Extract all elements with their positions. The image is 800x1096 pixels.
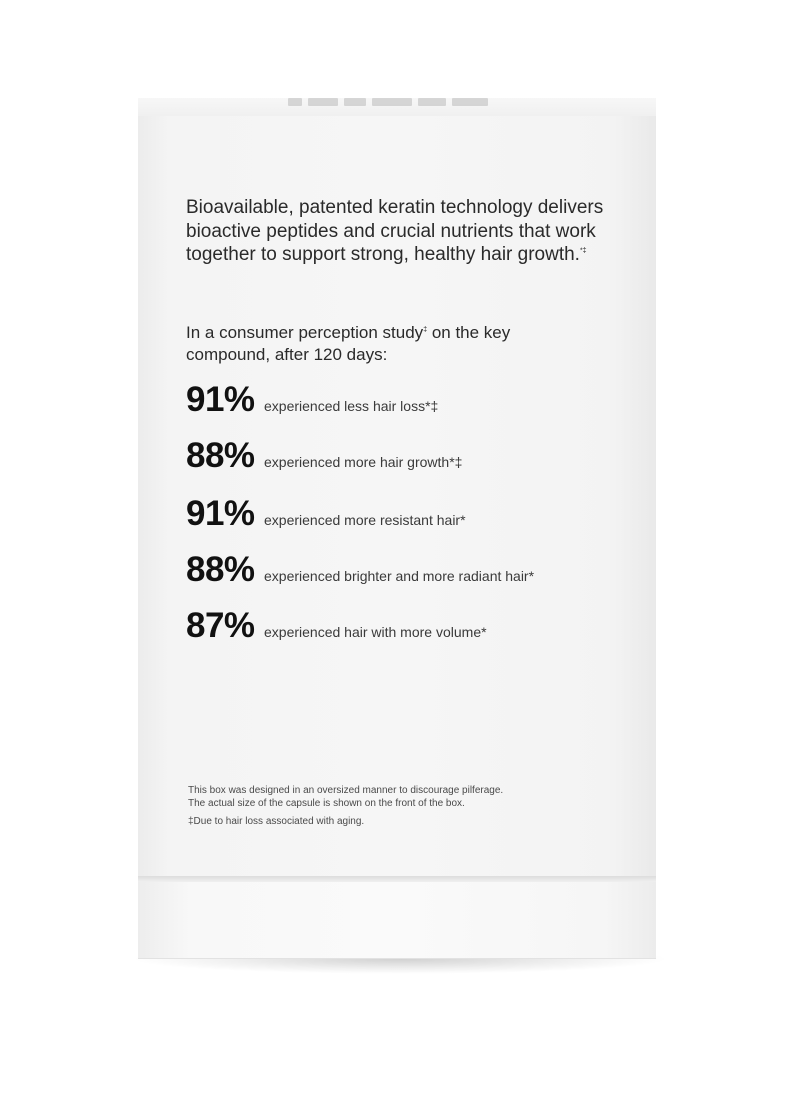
intro-text: Bioavailable, patented keratin technology delivers bioactive peptides and crucial nutrients that work together to support strong, healthy hair growth. xyxy=(186,197,604,265)
stat-description: experienced hair with more volume* xyxy=(264,624,487,640)
stat-row xyxy=(186,380,626,420)
footnote-aging-line: ‡Due to hair loss associated with aging. xyxy=(188,816,365,827)
study-paragraph xyxy=(186,322,546,366)
brand-logo-fragment xyxy=(288,98,500,106)
stat-description: experienced brighter and more radiant hair* xyxy=(264,568,535,584)
footnote-oversize-line: This box was designed in an oversized manner to discourage pilferage. xyxy=(188,785,504,796)
stat-description: experienced more resistant hair* xyxy=(264,512,466,528)
stat-row xyxy=(186,606,626,646)
intro-footnote-marks: *‡ xyxy=(579,247,587,255)
stat-percent: 91% xyxy=(186,494,255,533)
stat-percent: 88% xyxy=(186,550,255,589)
study-lead: In a consumer perception study xyxy=(186,323,424,342)
box-bottom-band xyxy=(138,882,656,959)
footnote-block xyxy=(188,784,608,828)
stat-percent: 91% xyxy=(186,380,255,419)
stat-row xyxy=(186,494,626,534)
stat-row xyxy=(186,436,626,476)
study-tail: on the key compound, after 120 days: xyxy=(186,323,511,364)
intro-paragraph xyxy=(186,196,616,267)
stat-description: experienced less hair loss*‡ xyxy=(264,398,439,414)
study-footnote-mark: ‡ xyxy=(423,326,428,334)
stat-description: experienced more hair growth*‡ xyxy=(264,454,463,470)
footnote-capsule-line: The actual size of the capsule is shown on the front of the box. xyxy=(188,798,465,809)
stat-row xyxy=(186,550,626,590)
stat-percent: 88% xyxy=(186,436,255,475)
stat-percent: 87% xyxy=(186,606,255,645)
